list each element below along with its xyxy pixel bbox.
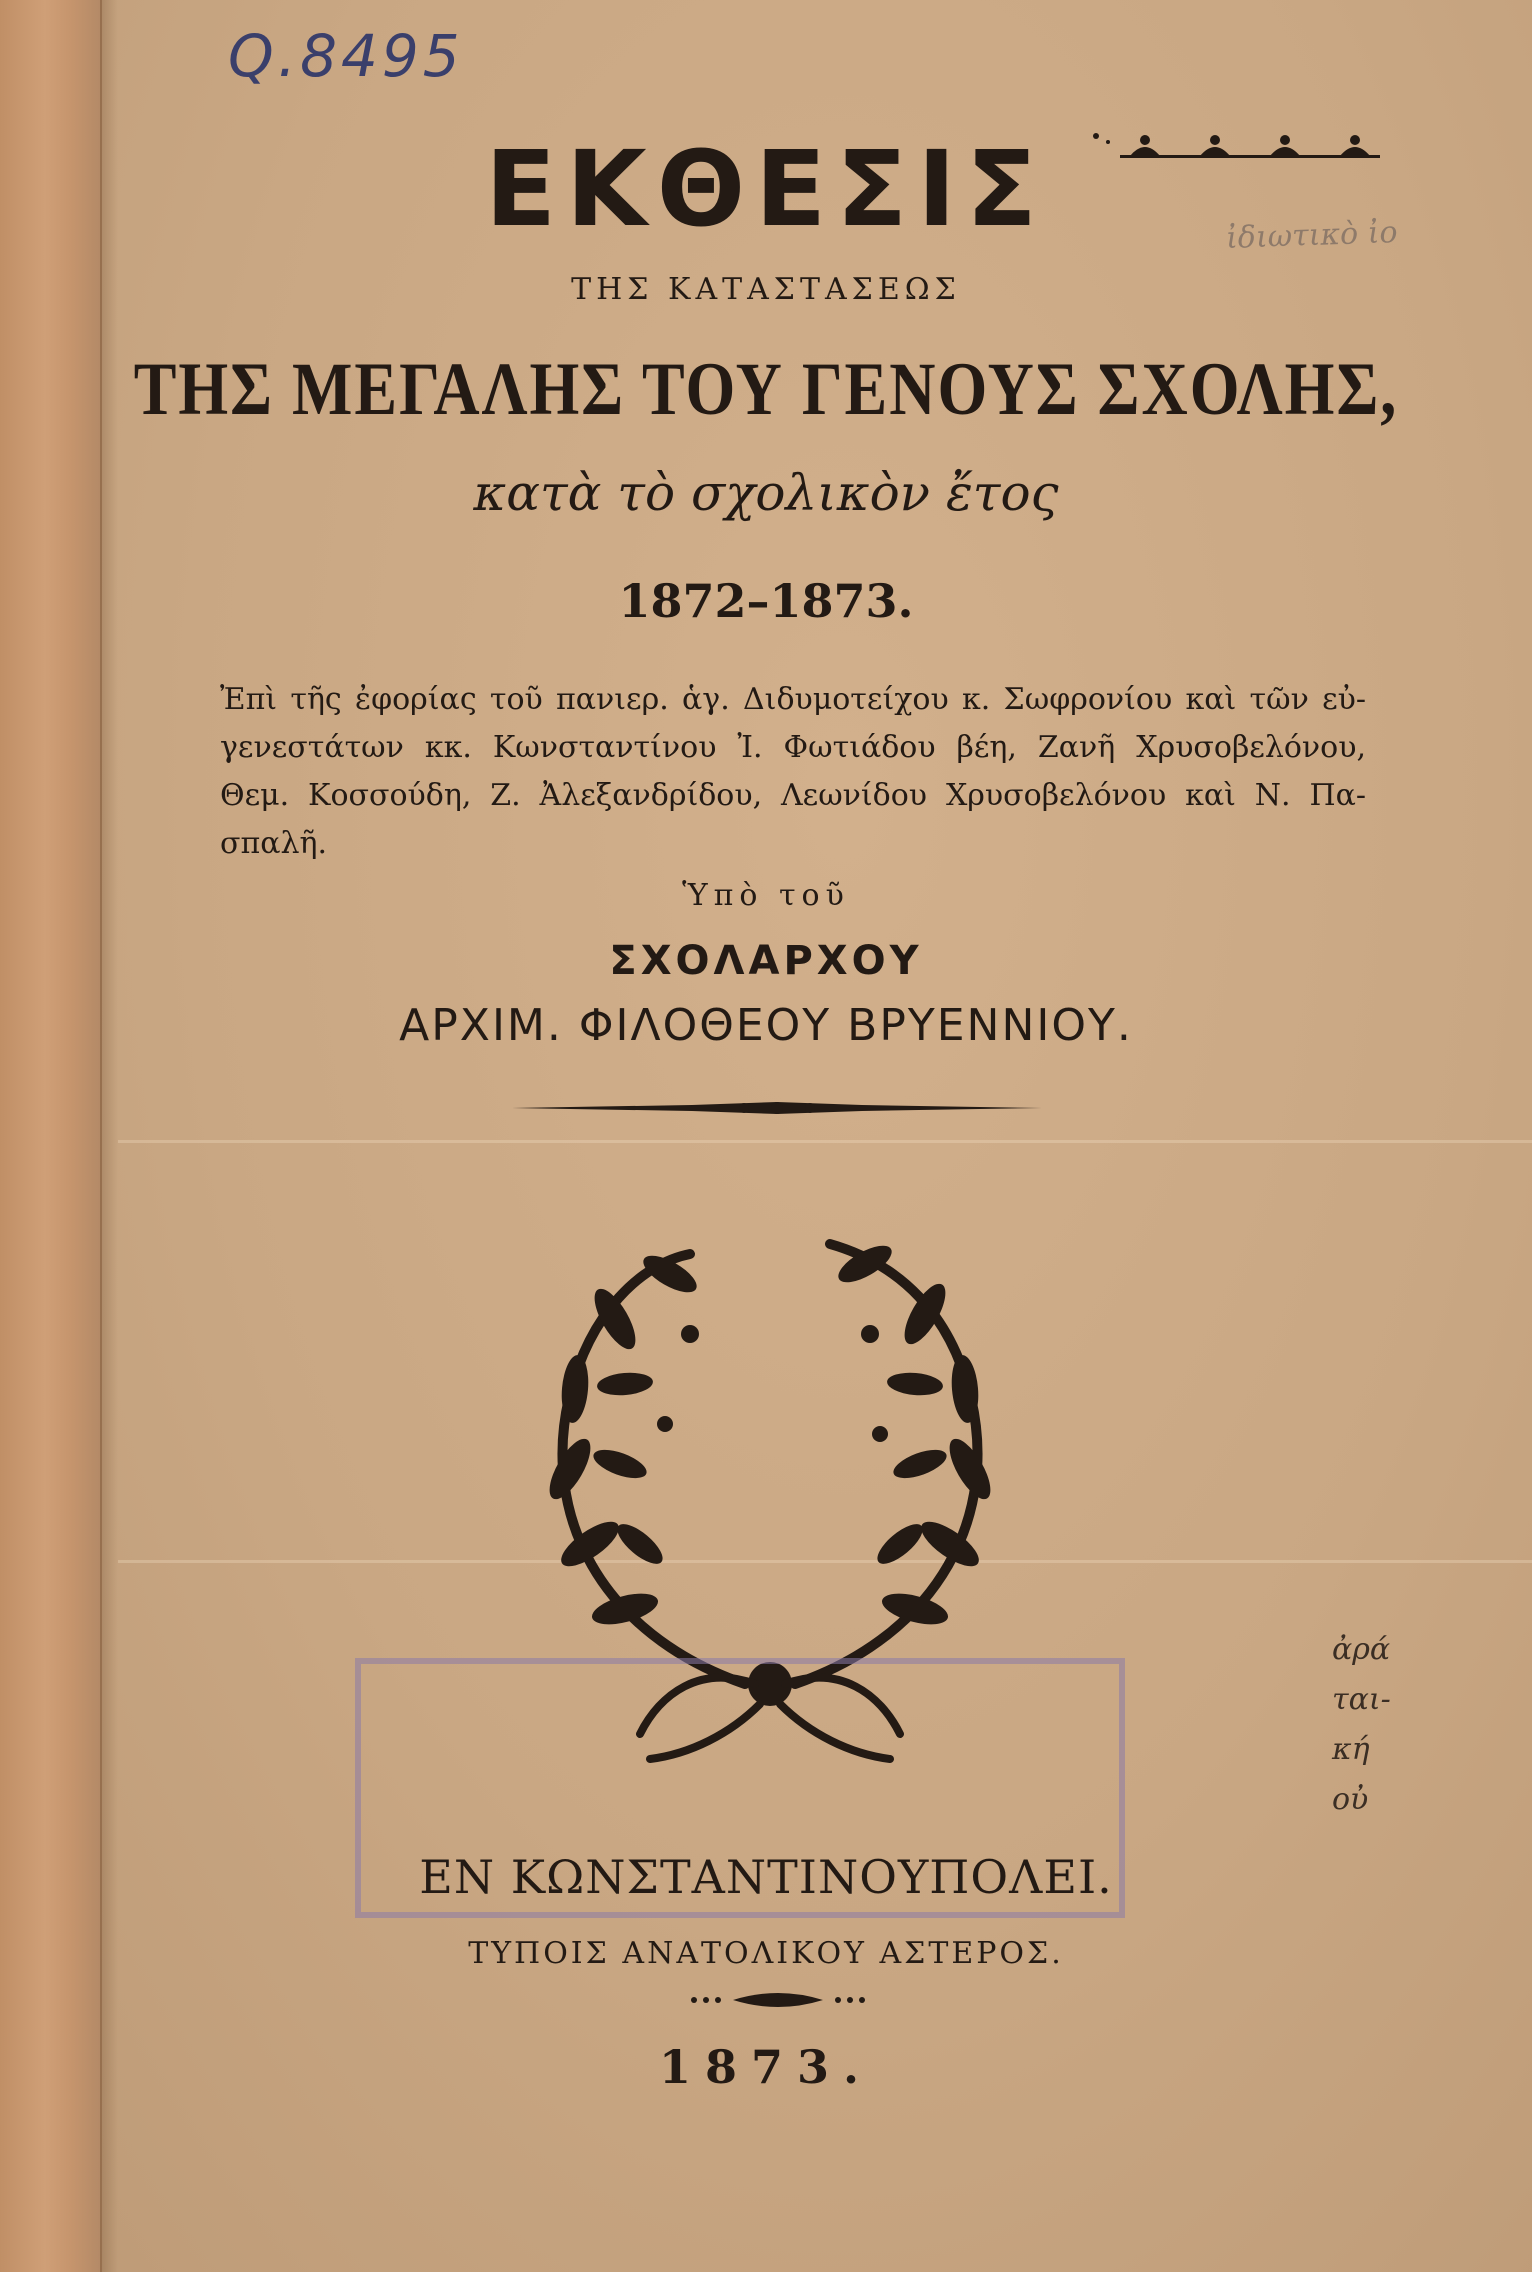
subtitle-2: ΤΗΣ ΜΕΓΑΛΗΣ ΤΟΥ ΓΕΝΟΥΣ ΣΧΟΛΗΣ, [133,346,1399,431]
author-role: ΣΧΟΛΑΡΧΟΥ [609,938,923,984]
ephoria-line: σπαλῆ. [220,826,327,861]
ephoria-line: Ἐπὶ τῆς ἐφορίας τοῦ πανιερ. ἁγ. Διδυμοτείχου κ. Σωφρονίου καὶ τῶν εὐ- [220,682,1366,717]
ephoria-paragraph [220,676,1366,868]
margin-text-fragment: ται- [1332,1682,1391,1717]
publication-year: 1873. [658,2040,874,2094]
margin-text-fragment: οὐ [1332,1782,1369,1817]
small-ornament-icon [688,1990,868,2010]
subtitle-3: κατὰ τὸ σχολικὸν ἔτος [473,464,1059,522]
years: 1872–1873. [618,574,914,628]
place-of-publication: ΕΝ ΚΩΝΣΤΑΝΤΙΝΟΥΠΟΛΕΙ. [419,1850,1113,1904]
subtitle-1: ΤΗΣ ΚΑΤΑΣΤΑΣΕΩΣ [571,272,961,307]
author-name: ΑΡΧΙΜ. ΦΙΛΟΘΕΟΥ ΒΡΥΕΝΝΙΟΥ. [399,1000,1133,1051]
shelfmark-handwritten: Q.8495 [228,22,464,90]
ephoria-line: Θεμ. Κοσσούδη, Ζ. Ἀλεξανδρίδου, Λεωνίδου Χρυσοβελόνου καὶ Ν. Πα- [220,778,1366,813]
margin-text-fragment: ἀρά [1332,1632,1391,1667]
spine-fold-shadow [100,0,118,2272]
ephoria-line: γενεστάτων κκ. Κωνσταντίνου Ἰ. Φωτιάδου βέη, Ζανῆ Χρυσοβελόνου, [220,730,1366,765]
printer: ΤΥΠΟΙΣ ΑΝΑΤΟΛΙΚΟΥ ΑΣΤΕΡΟΣ. [468,1936,1064,1971]
by-line: Ὑπὸ τοῦ [682,878,850,913]
paper-crease [118,1140,1532,1143]
ornamental-rule-icon [512,1096,1042,1120]
main-title: ΕΚΘΕΣΙΣ [485,128,1047,250]
margin-text-fragment: κή [1332,1732,1370,1767]
bleed-through-text: ἰδιωτικὸ ἰο [1225,215,1399,256]
book-spine [0,0,102,2272]
